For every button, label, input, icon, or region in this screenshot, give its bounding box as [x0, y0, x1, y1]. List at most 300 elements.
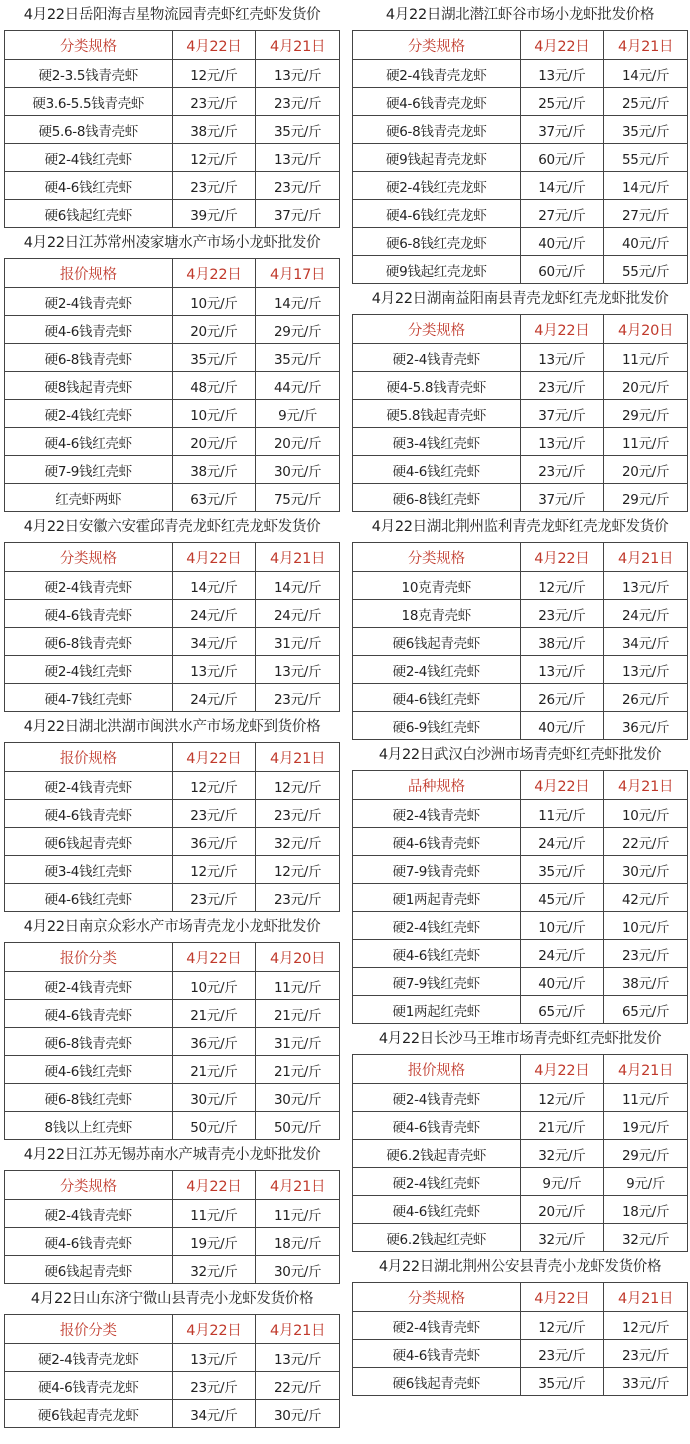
- price-cell: 21元/斤: [172, 1000, 256, 1028]
- table-row: [353, 1112, 688, 1140]
- price-cell: 13元/斤: [172, 1344, 256, 1372]
- column-header: 4月22日: [520, 771, 604, 800]
- table-row: [5, 88, 340, 116]
- table-row: [5, 828, 340, 856]
- spec-cell: 硬2-4钱青壳虾: [5, 1200, 173, 1228]
- spec-cell: 硬2-4钱青壳虾: [353, 1084, 521, 1112]
- price-cell: 13元/斤: [604, 656, 688, 684]
- table-row: [5, 1256, 340, 1284]
- table-row: [353, 256, 688, 284]
- price-cell: 23元/斤: [172, 88, 256, 116]
- price-cell: 14元/斤: [172, 572, 256, 600]
- price-block-title: 4月22日武汉白沙洲市场青壳虾红壳虾批发价: [378, 747, 662, 763]
- table-row: [353, 800, 688, 828]
- price-cell: 10元/斤: [172, 400, 256, 428]
- price-cell: 40元/斤: [520, 968, 604, 996]
- price-block-title: 4月22日岳阳海吉星物流园青壳虾红壳虾发货价: [23, 7, 321, 23]
- column-header: 4月21日: [604, 543, 688, 572]
- table-row: [5, 600, 340, 628]
- spec-cell: 硬1两起青壳虾: [353, 884, 521, 912]
- table-row: [353, 116, 688, 144]
- price-cell: 13元/斤: [520, 656, 604, 684]
- spec-cell: 硬2-4钱红壳虾: [353, 656, 521, 684]
- table-row: [5, 1028, 340, 1056]
- spec-cell: 硬2-4钱青壳虾: [5, 772, 173, 800]
- price-cell: 13元/斤: [520, 60, 604, 88]
- spec-cell: 硬7-9钱红壳虾: [353, 968, 521, 996]
- price-cell: 20元/斤: [520, 1196, 604, 1224]
- left-column: [4, 0, 340, 1428]
- table-row: [353, 1340, 688, 1368]
- spec-cell: 硬2-4钱青壳虾: [5, 972, 173, 1000]
- table-row: [353, 940, 688, 968]
- price-cell: 60元/斤: [520, 256, 604, 284]
- spec-cell: 硬4-6钱青壳虾: [5, 1228, 173, 1256]
- price-cell: 13元/斤: [520, 344, 604, 372]
- price-cell: 23元/斤: [520, 1340, 604, 1368]
- spec-cell: 硬4-7钱红壳虾: [5, 684, 173, 712]
- price-block-title: 4月22日湖北潜江虾谷市场小龙虾批发价格: [385, 7, 655, 23]
- price-cell: 30元/斤: [256, 456, 340, 484]
- table-row: [5, 884, 340, 912]
- spec-cell: 硬2-4钱红壳虾: [5, 400, 173, 428]
- price-cell: 63元/斤: [172, 484, 256, 512]
- spec-cell: 硬4-6钱青壳虾: [5, 800, 173, 828]
- price-cell: 11元/斤: [172, 1200, 256, 1228]
- price-block: [4, 512, 340, 712]
- price-table: [4, 542, 340, 712]
- price-cell: 35元/斤: [604, 116, 688, 144]
- price-cell: 18元/斤: [604, 1196, 688, 1224]
- price-cell: 32元/斤: [256, 828, 340, 856]
- table-row: [5, 344, 340, 372]
- column-header: 4月21日: [256, 543, 340, 572]
- price-cell: 21元/斤: [172, 1056, 256, 1084]
- price-cell: 65元/斤: [604, 996, 688, 1024]
- price-cell: 12元/斤: [256, 772, 340, 800]
- column-header: 4月22日: [520, 1055, 604, 1084]
- price-cell: 12元/斤: [520, 1084, 604, 1112]
- price-cell: 40元/斤: [604, 228, 688, 256]
- price-cell: 11元/斤: [604, 344, 688, 372]
- table-row: [5, 200, 340, 228]
- price-cell: 12元/斤: [172, 772, 256, 800]
- table-header-row: [353, 1283, 688, 1312]
- table-row: [353, 968, 688, 996]
- column-header: 4月22日: [172, 543, 256, 572]
- price-cell: 45元/斤: [520, 884, 604, 912]
- column-header: 4月20日: [256, 943, 340, 972]
- price-cell: 14元/斤: [256, 572, 340, 600]
- column-header: 分类规格: [5, 31, 173, 60]
- column-header: 报价分类: [5, 1315, 173, 1344]
- spec-cell: 硬6-8钱红壳龙虾: [353, 228, 521, 256]
- table-row: [353, 884, 688, 912]
- table-row: [5, 1344, 340, 1372]
- column-header: 4月22日: [172, 259, 256, 288]
- price-cell: 36元/斤: [172, 1028, 256, 1056]
- price-cell: 12元/斤: [256, 856, 340, 884]
- price-block-title: 4月22日长沙马王堆市场青壳虾红壳虾批发价: [378, 1031, 662, 1047]
- spec-cell: 硬5.8钱起青壳虾: [353, 400, 521, 428]
- table-row: [5, 172, 340, 200]
- spec-cell: 硬4-6钱青壳虾: [353, 828, 521, 856]
- table-row: [5, 1372, 340, 1400]
- price-block-title: 4月22日湖北荆州公安县青壳小龙虾发货价格: [378, 1259, 662, 1275]
- spec-cell: 硬4-6钱红壳虾: [5, 1056, 173, 1084]
- table-header-row: [353, 31, 688, 60]
- table-row: [353, 600, 688, 628]
- column-header: 4月21日: [256, 1315, 340, 1344]
- price-table: [4, 258, 340, 512]
- spec-cell: 硬2-3.5钱青壳虾: [5, 60, 173, 88]
- price-cell: 23元/斤: [604, 940, 688, 968]
- price-cell: 25元/斤: [604, 88, 688, 116]
- price-cell: 11元/斤: [604, 428, 688, 456]
- price-cell: 24元/斤: [520, 940, 604, 968]
- table-row: [5, 684, 340, 712]
- price-cell: 11元/斤: [256, 1200, 340, 1228]
- spec-cell: 硬4-6钱红壳虾: [5, 172, 173, 200]
- table-row: [5, 1000, 340, 1028]
- table-row: [353, 828, 688, 856]
- price-cell: 38元/斤: [172, 116, 256, 144]
- spec-cell: 硬7-9钱红壳虾: [5, 456, 173, 484]
- price-block: [4, 1284, 340, 1428]
- table-row: [353, 1224, 688, 1252]
- spec-cell: 硬4-6钱红壳虾: [5, 884, 173, 912]
- spec-cell: 硬2-4钱红壳虾: [353, 1168, 521, 1196]
- column-header: 4月20日: [604, 315, 688, 344]
- price-cell: 38元/斤: [604, 968, 688, 996]
- price-cell: 50元/斤: [172, 1112, 256, 1140]
- spec-cell: 硬6钱起青壳虾: [5, 828, 173, 856]
- table-row: [353, 572, 688, 600]
- price-cell: 12元/斤: [172, 144, 256, 172]
- table-row: [353, 684, 688, 712]
- price-block: [352, 1252, 688, 1396]
- price-block: [352, 284, 688, 512]
- spec-cell: 硬6.2钱起红壳虾: [353, 1224, 521, 1252]
- spec-cell: 硬6-8钱青壳虾: [5, 344, 173, 372]
- price-cell: 30元/斤: [256, 1400, 340, 1428]
- price-cell: 20元/斤: [604, 372, 688, 400]
- price-cell: 40元/斤: [520, 712, 604, 740]
- column-header: 4月17日: [256, 259, 340, 288]
- table-row: [5, 572, 340, 600]
- spec-cell: 硬3.6-5.5钱青壳虾: [5, 88, 173, 116]
- price-cell: 60元/斤: [520, 144, 604, 172]
- price-block: [352, 512, 688, 740]
- price-cell: 23元/斤: [172, 172, 256, 200]
- price-block: [4, 0, 340, 228]
- table-row: [353, 372, 688, 400]
- spec-cell: 硬2-4钱青壳虾: [353, 1312, 521, 1340]
- price-cell: 23元/斤: [256, 684, 340, 712]
- table-row: [353, 656, 688, 684]
- price-cell: 23元/斤: [256, 88, 340, 116]
- price-cell: 37元/斤: [256, 200, 340, 228]
- spec-cell: 硬6钱起青壳虾: [353, 628, 521, 656]
- spec-cell: 硬6-8钱红壳虾: [353, 484, 521, 512]
- table-row: [5, 1084, 340, 1112]
- price-table: [352, 30, 688, 284]
- right-column: [352, 0, 688, 1396]
- table-row: [5, 656, 340, 684]
- price-cell: 21元/斤: [256, 1000, 340, 1028]
- price-cell: 44元/斤: [256, 372, 340, 400]
- table-row: [5, 1400, 340, 1428]
- spec-cell: 8钱以上红壳虾: [5, 1112, 173, 1140]
- price-table: [352, 770, 688, 1024]
- table-row: [353, 712, 688, 740]
- column-header: 4月22日: [172, 943, 256, 972]
- spec-cell: 硬6-8钱青壳虾: [5, 628, 173, 656]
- price-cell: 30元/斤: [256, 1084, 340, 1112]
- price-cell: 20元/斤: [256, 428, 340, 456]
- price-table: [4, 1170, 340, 1284]
- price-cell: 31元/斤: [256, 1028, 340, 1056]
- price-block-title: 4月22日湖北荆州监利青壳龙虾红壳龙虾发货价: [371, 519, 669, 535]
- price-cell: 27元/斤: [604, 200, 688, 228]
- spec-cell: 硬4-6钱红壳虾: [353, 940, 521, 968]
- price-cell: 36元/斤: [604, 712, 688, 740]
- price-block: [4, 712, 340, 912]
- table-row: [353, 484, 688, 512]
- price-cell: 34元/斤: [172, 628, 256, 656]
- price-cell: 26元/斤: [520, 684, 604, 712]
- column-header: 分类规格: [353, 31, 521, 60]
- column-header: 4月21日: [604, 31, 688, 60]
- price-cell: 30元/斤: [256, 1256, 340, 1284]
- price-cell: 37元/斤: [520, 116, 604, 144]
- spec-cell: 硬4-6钱青壳虾: [353, 1340, 521, 1368]
- table-row: [5, 628, 340, 656]
- price-cell: 13元/斤: [256, 1344, 340, 1372]
- table-header-row: [5, 743, 340, 772]
- table-row: [353, 60, 688, 88]
- price-cell: 13元/斤: [520, 428, 604, 456]
- spec-cell: 硬9钱起红壳龙虾: [353, 256, 521, 284]
- price-cell: 21元/斤: [520, 1112, 604, 1140]
- table-row: [5, 800, 340, 828]
- spec-cell: 硬4-6钱青壳虾: [5, 600, 173, 628]
- price-table: [4, 942, 340, 1140]
- price-cell: 29元/斤: [256, 316, 340, 344]
- price-cell: 14元/斤: [520, 172, 604, 200]
- price-table: [352, 542, 688, 740]
- price-cell: 13元/斤: [256, 144, 340, 172]
- price-block-title: 4月22日安徽六安霍邱青壳龙虾红壳龙虾发货价: [23, 519, 321, 535]
- spec-cell: 硬4-5.8钱青壳虾: [353, 372, 521, 400]
- table-row: [5, 144, 340, 172]
- price-cell: 9元/斤: [256, 400, 340, 428]
- table-row: [353, 88, 688, 116]
- price-cell: 32元/斤: [172, 1256, 256, 1284]
- column-header: 4月22日: [520, 1283, 604, 1312]
- spec-cell: 18克青壳虾: [353, 600, 521, 628]
- price-table: [352, 314, 688, 512]
- price-cell: 10元/斤: [172, 972, 256, 1000]
- table-row: [5, 288, 340, 316]
- spec-cell: 硬6-8钱红壳虾: [5, 1084, 173, 1112]
- price-cell: 9元/斤: [520, 1168, 604, 1196]
- column-header: 4月22日: [172, 1171, 256, 1200]
- price-cell: 20元/斤: [172, 428, 256, 456]
- table-row: [353, 856, 688, 884]
- spec-cell: 硬2-4钱青壳虾: [353, 344, 521, 372]
- table-header-row: [5, 1171, 340, 1200]
- table-header-row: [353, 315, 688, 344]
- table-row: [353, 172, 688, 200]
- spec-cell: 硬3-4钱红壳虾: [5, 856, 173, 884]
- table-row: [353, 428, 688, 456]
- price-table: [4, 1314, 340, 1428]
- table-row: [353, 628, 688, 656]
- price-table: [4, 742, 340, 912]
- price-cell: 18元/斤: [256, 1228, 340, 1256]
- spec-cell: 硬4-6钱青壳虾: [353, 1112, 521, 1140]
- spec-cell: 硬9钱起青壳龙虾: [353, 144, 521, 172]
- price-cell: 26元/斤: [604, 684, 688, 712]
- price-block-title: 4月22日江苏常州凌家塘水产市场小龙虾批发价: [23, 235, 321, 251]
- table-header-row: [5, 943, 340, 972]
- price-cell: 14元/斤: [604, 172, 688, 200]
- price-cell: 24元/斤: [604, 600, 688, 628]
- spec-cell: 硬6钱起青壳虾: [353, 1368, 521, 1396]
- table-row: [353, 1196, 688, 1224]
- price-cell: 20元/斤: [172, 316, 256, 344]
- column-header: 4月22日: [520, 315, 604, 344]
- table-row: [5, 428, 340, 456]
- table-row: [5, 772, 340, 800]
- price-cell: 65元/斤: [520, 996, 604, 1024]
- table-row: [353, 1312, 688, 1340]
- price-cell: 32元/斤: [520, 1224, 604, 1252]
- spec-cell: 硬1两起红壳虾: [353, 996, 521, 1024]
- price-cell: 20元/斤: [604, 456, 688, 484]
- price-cell: 32元/斤: [520, 1140, 604, 1168]
- price-cell: 55元/斤: [604, 256, 688, 284]
- table-row: [353, 1084, 688, 1112]
- column-header: 4月21日: [256, 743, 340, 772]
- price-cell: 13元/斤: [604, 572, 688, 600]
- table-row: [353, 144, 688, 172]
- price-cell: 29元/斤: [604, 1140, 688, 1168]
- spec-cell: 硬6-9钱红壳虾: [353, 712, 521, 740]
- column-header: 报价规格: [5, 259, 173, 288]
- price-block: [352, 740, 688, 1024]
- table-header-row: [353, 771, 688, 800]
- price-table: [352, 1282, 688, 1396]
- table-row: [5, 484, 340, 512]
- price-cell: 12元/斤: [604, 1312, 688, 1340]
- price-cell: 23元/斤: [256, 884, 340, 912]
- column-header: 4月22日: [172, 31, 256, 60]
- price-cell: 29元/斤: [604, 400, 688, 428]
- price-cell: 23元/斤: [256, 800, 340, 828]
- price-cell: 23元/斤: [172, 1372, 256, 1400]
- table-row: [5, 856, 340, 884]
- table-row: [353, 456, 688, 484]
- spec-cell: 硬6.2钱起青壳虾: [353, 1140, 521, 1168]
- table-row: [5, 1056, 340, 1084]
- price-cell: 37元/斤: [520, 484, 604, 512]
- table-row: [5, 116, 340, 144]
- table-row: [353, 1368, 688, 1396]
- spec-cell: 硬6钱起青壳龙虾: [5, 1400, 173, 1428]
- price-cell: 33元/斤: [604, 1368, 688, 1396]
- price-cell: 32元/斤: [604, 1224, 688, 1252]
- price-cell: 35元/斤: [256, 116, 340, 144]
- table-row: [353, 344, 688, 372]
- column-header: 分类规格: [353, 315, 521, 344]
- spec-cell: 红壳虾两虾: [5, 484, 173, 512]
- price-cell: 23元/斤: [604, 1340, 688, 1368]
- column-header: 4月22日: [520, 31, 604, 60]
- price-cell: 14元/斤: [604, 60, 688, 88]
- spec-cell: 硬6钱起青壳虾: [5, 1256, 173, 1284]
- price-cell: 19元/斤: [172, 1228, 256, 1256]
- table-row: [353, 200, 688, 228]
- price-cell: 23元/斤: [172, 884, 256, 912]
- table-header-row: [5, 259, 340, 288]
- price-cell: 13元/斤: [256, 656, 340, 684]
- table-header-row: [5, 543, 340, 572]
- price-cell: 10元/斤: [172, 288, 256, 316]
- price-cell: 37元/斤: [520, 400, 604, 428]
- column-header: 分类规格: [5, 1171, 173, 1200]
- price-cell: 23元/斤: [520, 372, 604, 400]
- spec-cell: 硬4-6钱青壳龙虾: [353, 88, 521, 116]
- price-cell: 34元/斤: [604, 628, 688, 656]
- column-header: 4月22日: [172, 743, 256, 772]
- spec-cell: 硬8钱起青壳虾: [5, 372, 173, 400]
- price-cell: 42元/斤: [604, 884, 688, 912]
- spec-cell: 硬2-4钱红壳虾: [5, 144, 173, 172]
- price-block-title: 4月22日山东济宁微山县青壳小龙虾发货价格: [30, 1291, 314, 1307]
- price-block: [4, 228, 340, 512]
- column-header: 4月22日: [172, 1315, 256, 1344]
- price-block-title: 4月22日南京众彩水产市场青壳龙小龙虾批发价: [23, 919, 321, 935]
- price-cell: 22元/斤: [256, 1372, 340, 1400]
- price-cell: 21元/斤: [256, 1056, 340, 1084]
- column-header: 4月21日: [604, 1283, 688, 1312]
- price-cell: 11元/斤: [520, 800, 604, 828]
- table-row: [353, 996, 688, 1024]
- price-cell: 19元/斤: [604, 1112, 688, 1140]
- column-header: 报价分类: [5, 943, 173, 972]
- column-header: 4月21日: [604, 771, 688, 800]
- column-header: 4月21日: [256, 31, 340, 60]
- table-row: [5, 1112, 340, 1140]
- price-cell: 31元/斤: [256, 628, 340, 656]
- price-cell: 29元/斤: [604, 484, 688, 512]
- spec-cell: 硬2-4钱红壳龙虾: [353, 172, 521, 200]
- price-cell: 39元/斤: [172, 200, 256, 228]
- spec-cell: 硬4-6钱红壳虾: [353, 684, 521, 712]
- price-cell: 9元/斤: [604, 1168, 688, 1196]
- spec-cell: 硬6钱起红壳虾: [5, 200, 173, 228]
- spec-cell: 硬4-6钱青壳虾: [5, 316, 173, 344]
- spec-cell: 硬2-4钱青壳龙虾: [5, 1344, 173, 1372]
- price-cell: 25元/斤: [520, 88, 604, 116]
- table-row: [5, 400, 340, 428]
- price-cell: 30元/斤: [604, 856, 688, 884]
- spec-cell: 硬7-9钱青壳虾: [353, 856, 521, 884]
- spec-cell: 硬2-4钱红壳虾: [353, 912, 521, 940]
- table-row: [5, 60, 340, 88]
